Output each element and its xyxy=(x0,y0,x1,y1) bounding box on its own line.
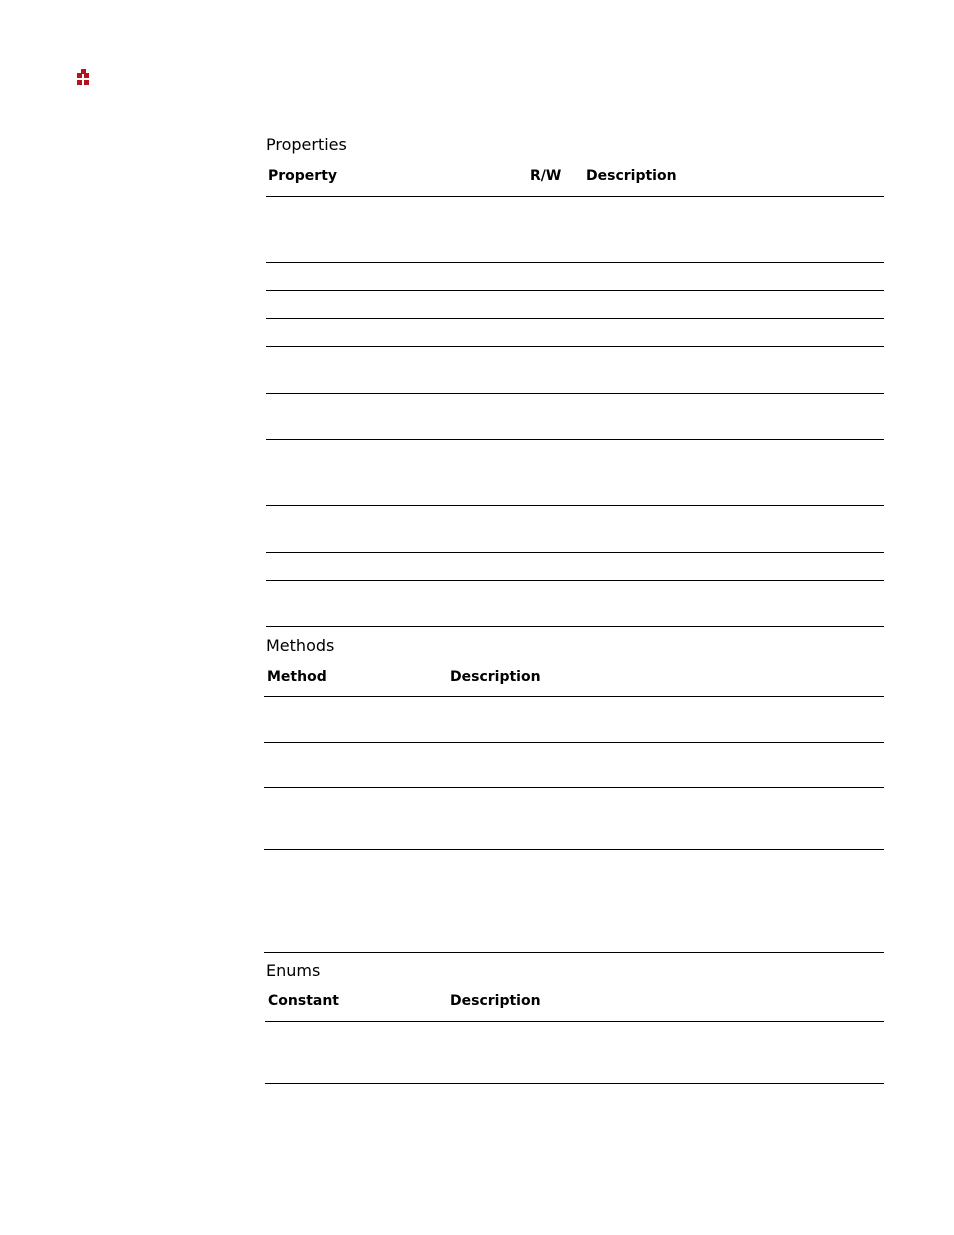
constant-column-header: Constant xyxy=(268,993,339,1009)
table-row xyxy=(266,318,884,319)
table-row xyxy=(266,552,884,553)
table-header-rule xyxy=(264,696,884,697)
table-row xyxy=(264,849,884,850)
table-row xyxy=(266,393,884,394)
table-row xyxy=(264,742,884,743)
rw-column-header: R/W xyxy=(530,168,562,184)
table-row xyxy=(266,626,884,627)
table-row xyxy=(264,952,884,953)
method-column-header: Method xyxy=(267,669,327,685)
table-header-rule xyxy=(265,1021,884,1022)
brand-grid-icon xyxy=(77,69,90,86)
enums-title: Enums xyxy=(266,961,321,980)
table-row xyxy=(266,580,884,581)
table-row xyxy=(266,346,884,347)
table-row xyxy=(264,787,884,788)
method-description-column-header: Description xyxy=(450,669,541,685)
property-column-header: Property xyxy=(268,168,338,184)
enum-description-column-header: Description xyxy=(450,993,541,1009)
properties-title: Properties xyxy=(266,135,347,154)
table-row xyxy=(266,290,884,291)
table-row xyxy=(265,1083,884,1084)
methods-title: Methods xyxy=(266,636,335,655)
description-column-header: Description xyxy=(586,168,677,184)
table-row xyxy=(266,262,884,263)
table-row xyxy=(266,439,884,440)
table-header-rule xyxy=(266,196,884,197)
table-row xyxy=(266,505,884,506)
